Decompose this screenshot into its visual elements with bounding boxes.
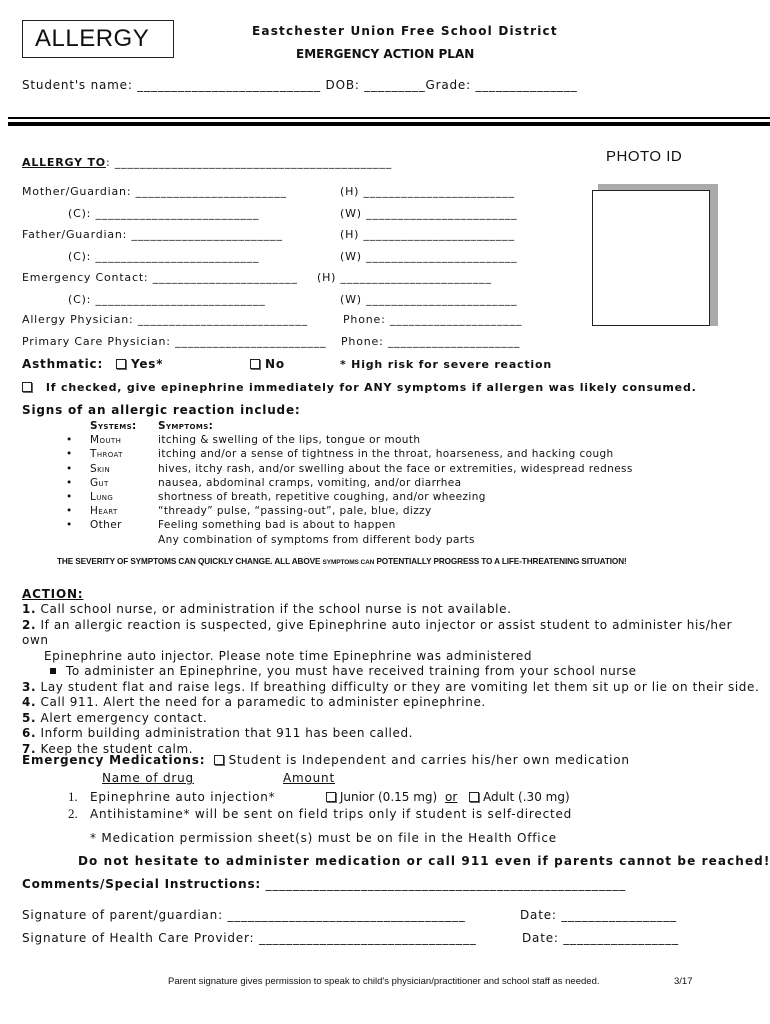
emergency-work-field[interactable]: (W) ________________________ [340, 293, 518, 306]
junior-dose-checkbox[interactable] [326, 792, 336, 802]
table-row: • Skin hives, itchy rash, and/or swelling about the face or extremities, widespread redness [66, 463, 633, 477]
symptoms-header: Symptoms: [158, 420, 214, 432]
system-name: Throat [90, 448, 123, 461]
list-item: 2. If an allergic reaction is suspected, give Epinephrine auto injector or assist student to administer his/her own [22, 617, 733, 647]
symptom-text: hives, itchy rash, and/or swelling about the face or extremities, widespread redness [158, 462, 633, 475]
list-item: 4. Call 911. Alert the need for a paramedic to administer epinephrine. [22, 695, 486, 709]
primary-physician-field[interactable]: Primary Care Physician: ________________________ [22, 335, 327, 348]
table-row: • Lung shortness of breath, repetitive coughing, and/or wheezing [66, 491, 633, 505]
epinephrine-immediate-checkbox[interactable] [22, 382, 32, 392]
divider-rule-2 [8, 122, 770, 126]
or-label: or [445, 790, 458, 804]
action-heading: ACTION: [22, 587, 84, 601]
symptom-text: “thready” pulse, “passing-out”, pale, blue, dizzy [158, 505, 432, 518]
emergency-cell-field[interactable]: (C): ___________________________ [68, 293, 266, 306]
symptom-text: shortness of breath, repetitive coughing, and/or wheezing [158, 490, 486, 503]
independent-checkbox[interactable] [214, 755, 224, 765]
table-row: • Gut nausea, abdominal cramps, vomiting, and/or diarrhea [66, 477, 633, 491]
asthmatic-yes-label: Yes* [130, 357, 164, 371]
do-not-hesitate-note: Do not hesitate to administer medication or call 911 even if parents cannot be reached! [78, 854, 770, 868]
severity-warning-b: SYMPTOMS CAN [322, 559, 375, 566]
plan-title: EMERGENCY ACTION PLAN [296, 47, 475, 61]
system-name: Other [90, 519, 122, 532]
comments-label: Comments/Special Instructions: [22, 877, 262, 891]
system-name: Lung [90, 490, 114, 503]
system-name: Mouth [90, 434, 122, 447]
divider-rule-1 [8, 117, 770, 119]
adult-dose-checkbox[interactable] [469, 792, 479, 802]
drug-name-header: Name of drug [102, 771, 194, 785]
grade-field[interactable]: Grade: _______________ [425, 78, 578, 92]
table-row: • Mouth itching & swelling of the lips, tongue or mouth [66, 434, 633, 448]
allergy-to-field[interactable]: : ____________________________________________ [105, 156, 392, 169]
parent-signature-field[interactable]: Signature of parent/guardian: ___________________________________ [22, 908, 466, 922]
father-field[interactable]: Father/Guardian: ________________________ [22, 228, 283, 241]
action-steps [22, 602, 762, 757]
asthmatic-risk-note: * High risk for severe reaction [340, 358, 552, 371]
list-item: Epinephrine auto injector. Please note time Epinephrine was administered [44, 648, 533, 663]
emergency-home-field[interactable]: (H) ________________________ [317, 271, 492, 284]
system-name: Skin [90, 462, 111, 475]
system-name: Heart [90, 505, 118, 518]
father-cell-field[interactable]: (C): __________________________ [68, 250, 260, 263]
asthmatic-no-label: No [264, 357, 285, 371]
mother-cell-field[interactable]: (C): __________________________ [68, 207, 260, 220]
symptom-text: itching and/or a sense of tightness in the throat, hoarseness, and hacking cough [158, 448, 614, 461]
emergency-meds-heading: Emergency Medications: [22, 753, 206, 767]
med-item-1: Epinephrine auto injection* [90, 790, 276, 804]
student-name-field[interactable]: Student's name: ___________________________ [22, 78, 321, 92]
mother-home-field[interactable]: (H) ________________________ [340, 185, 515, 198]
dob-field[interactable]: DOB: _________ [325, 78, 426, 92]
square-bullet-icon [50, 668, 56, 674]
med-item-num-2: 2. [68, 806, 78, 821]
independent-label: Student is Independent and carries his/her own medication [228, 753, 630, 767]
symptom-text: itching & swelling of the lips, tongue or mouth [158, 434, 421, 447]
list-item: 3. Lay student flat and raise legs. If breathing difficulty or they are vomiting let them sit up or lie on their side. [22, 679, 760, 694]
list-item: 1. Call school nurse, or administration if the school nurse is not available. [22, 602, 512, 616]
primary-physician-phone-field[interactable]: Phone: _____________________ [341, 335, 521, 348]
table-row: • Other Feeling something bad is about to happen [66, 519, 633, 533]
amount-header: Amount [283, 771, 335, 785]
parent-date-field[interactable]: Date: _________________ [520, 908, 677, 922]
allergy-title-box [22, 20, 174, 58]
form-version: 3/17 [674, 976, 693, 987]
allergy-physician-field[interactable]: Allergy Physician: ___________________________ [22, 313, 308, 326]
symptom-text: nausea, abdominal cramps, vomiting, and/or diarrhea [158, 476, 462, 489]
list-item: 6. Inform building administration that 911 has been called. [22, 726, 414, 740]
father-home-field[interactable]: (H) ________________________ [340, 228, 515, 241]
comments-field[interactable]: _____________________________________________________ [261, 877, 627, 891]
med-item-num-1: 1. [68, 789, 78, 804]
asthmatic-no-checkbox[interactable] [250, 359, 260, 369]
table-row: • Throat itching and/or a sense of tightness in the throat, hoarseness, and hacking cough [66, 448, 633, 462]
severity-warning [57, 557, 627, 566]
list-item: 7. Keep the student calm. [22, 741, 194, 756]
allergy-title: ALLERGY [35, 25, 150, 52]
asthmatic-label: Asthmatic: [22, 357, 104, 371]
mother-field[interactable]: Mother/Guardian: ________________________ [22, 185, 287, 198]
permission-note: * Medication permission sheet(s) must be on file in the Health Office [90, 831, 557, 845]
symptoms-table [66, 420, 633, 548]
combination-note: Any combination of symptoms from different body parts [158, 533, 475, 546]
emergency-contact-field[interactable]: Emergency Contact: _______________________ [22, 271, 298, 284]
allergy-to-label: ALLERGY TO [22, 156, 106, 169]
symptom-text: Feeling something bad is about to happen [158, 519, 396, 532]
med-item-2: Antihistamine* will be sent on field trips only if student is self-directed [90, 807, 573, 821]
provider-signature-field[interactable]: Signature of Health Care Provider: ________________________________ [22, 931, 477, 945]
severity-warning-c: POTENTIALLY PROGRESS TO A LIFE-THREATENING SITUATION! [374, 557, 627, 566]
asthmatic-yes-checkbox[interactable] [116, 359, 126, 369]
signs-heading: Signs of an allergic reaction include: [22, 403, 301, 417]
systems-header: Systems: [90, 420, 137, 432]
photo-id-label: PHOTO ID [606, 148, 683, 165]
father-work-field[interactable]: (W) ________________________ [340, 250, 518, 263]
severity-warning-a: THE SEVERITY OF SYMPTOMS CAN QUICKLY CHANGE. ALL ABOVE [57, 557, 323, 566]
provider-date-field[interactable]: Date: _________________ [522, 931, 679, 945]
list-item: 5. Alert emergency contact. [22, 710, 208, 725]
district-name: Eastchester Union Free School District [252, 24, 558, 38]
epinephrine-immediate-label: If checked, give epinephrine immediately for ANY symptoms if allergen was likely consumed. [45, 381, 697, 394]
system-name: Gut [90, 476, 109, 489]
adult-dose-label: Adult (.30 mg) [482, 790, 570, 804]
allergy-physician-phone-field[interactable]: Phone: _____________________ [343, 313, 523, 326]
list-item: To administer an Epinephrine, you must have received training from your school nurse [22, 664, 762, 680]
table-row: • Heart “thready” pulse, “passing-out”, pale, blue, dizzy [66, 505, 633, 519]
footer-note: Parent signature gives permission to speak to child's physician/practitioner and school staff as needed. [168, 976, 600, 987]
photo-id-box[interactable] [592, 190, 710, 326]
junior-dose-label: Junior (0.15 mg) [339, 790, 438, 804]
mother-work-field[interactable]: (W) ________________________ [340, 207, 518, 220]
